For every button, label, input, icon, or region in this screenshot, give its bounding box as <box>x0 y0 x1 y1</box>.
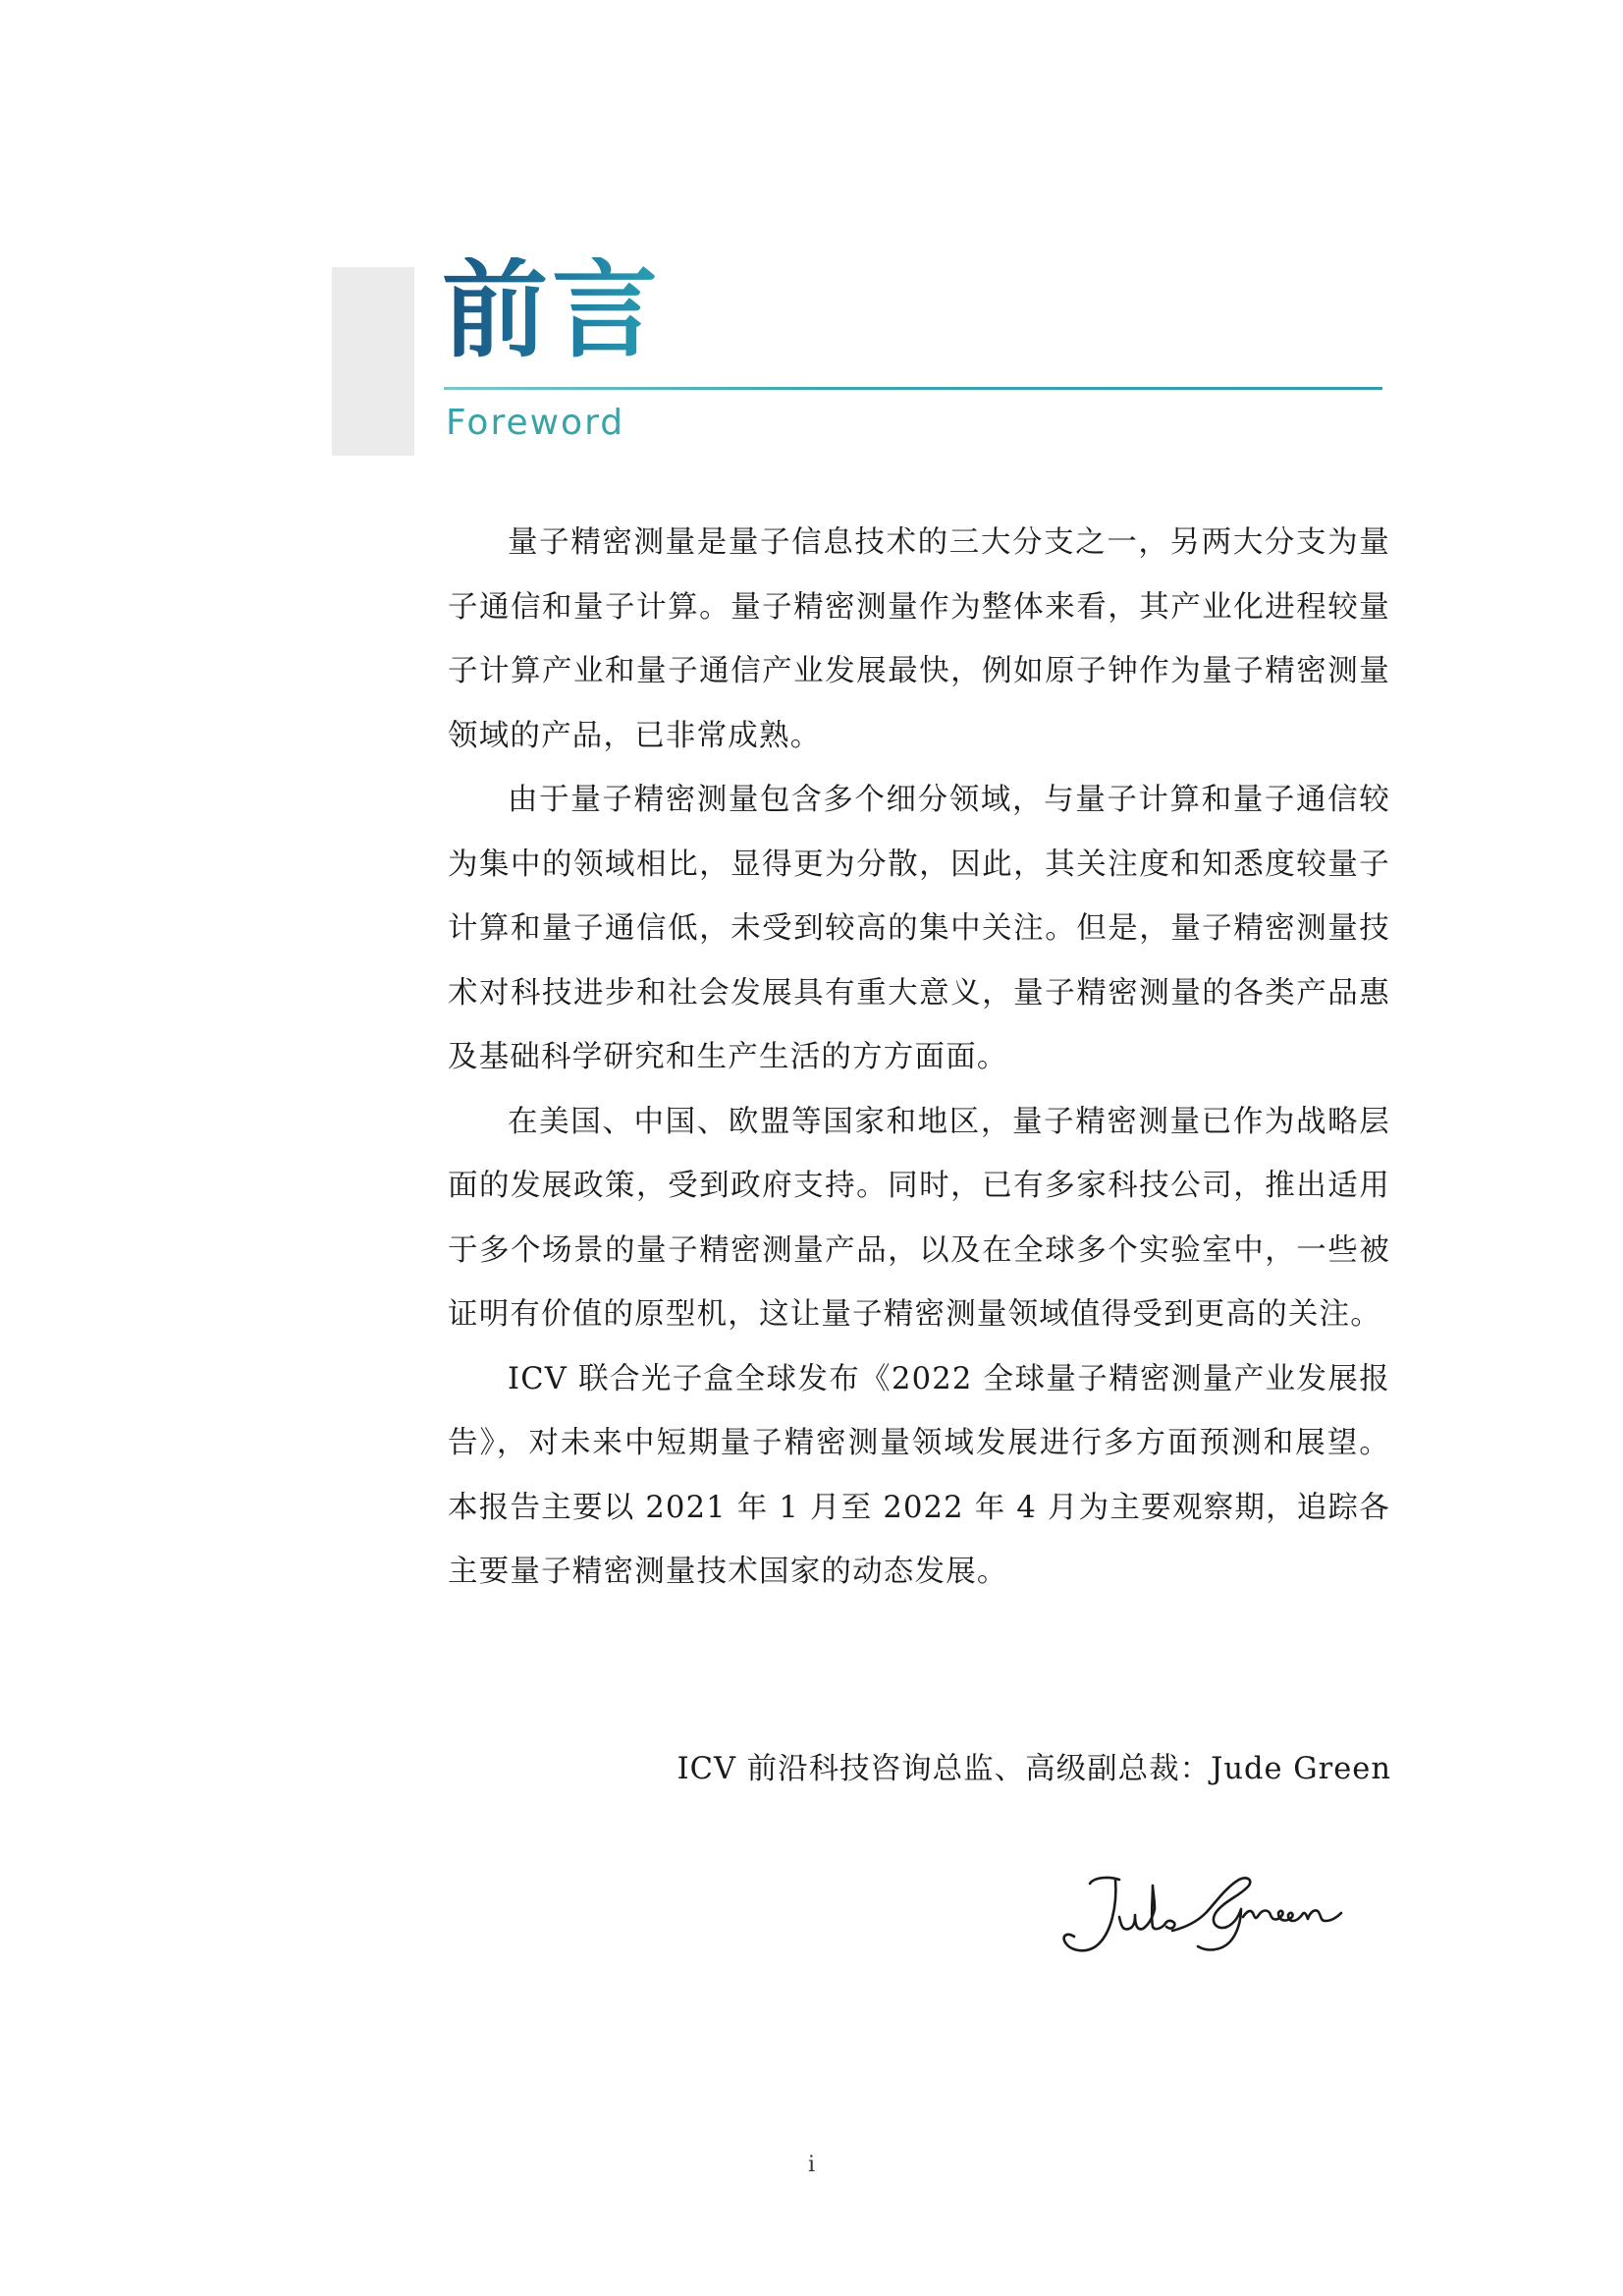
title-divider <box>444 387 1382 390</box>
page-title: 前言 <box>442 248 663 372</box>
page-subtitle: Foreword <box>446 403 625 443</box>
paragraph-2: 由于量子精密测量包含多个细分领域，与量子计算和量子通信较为集中的领域相比，显得更为分散，因此，其关注度和知悉度较量子计算和量子通信低，未受到较高的集中关注。但是，量子精密测量技术对科技进步和社会发展具有重大意义，量子精密测量的各类产品惠及基础科学研究和生产生活的方方面面。 <box>448 783 1390 1074</box>
page-number: i <box>807 2153 816 2177</box>
handwritten-signature <box>1051 1866 1355 1974</box>
paragraph-1: 量子精密测量是量子信息技术的三大分支之一，另两大分支为量子通信和量子计算。量子精密测量作为整体来看，其产业化进程较量子计算产业和量子通信产业发展最快，例如原子钟作为量子精密测量领域的产品，已非常成熟。 <box>448 525 1390 753</box>
paragraph-3: 在美国、中国、欧盟等国家和地区，量子精密测量已作为战略层面的发展政策，受到政府支持。同时，已有多家科技公司，推出适用于多个场景的量子精密测量产品，以及在全球多个实验室中，一些被证明有价值的原型机，这让量子精密测量领域值得受到更高的关注。 <box>448 1104 1390 1332</box>
decorative-gray-bar <box>332 267 414 456</box>
paragraph-4: ICV 联合光子盒全球发布《2022 全球量子精密测量产业发展报告》，对未来中短期量子精密测量领域发展进行多方面预测和展望。本报告主要以 2021 年 1 月至 2022 年 4 月为主要观察期，追踪各主要量子精密测量技术国家的动态发展。 <box>448 1361 1390 1589</box>
author-signoff: ICV 前沿科技咨询总监、高级副总裁：Jude Green <box>676 1752 1391 1786</box>
foreword-body <box>448 511 1390 1605</box>
